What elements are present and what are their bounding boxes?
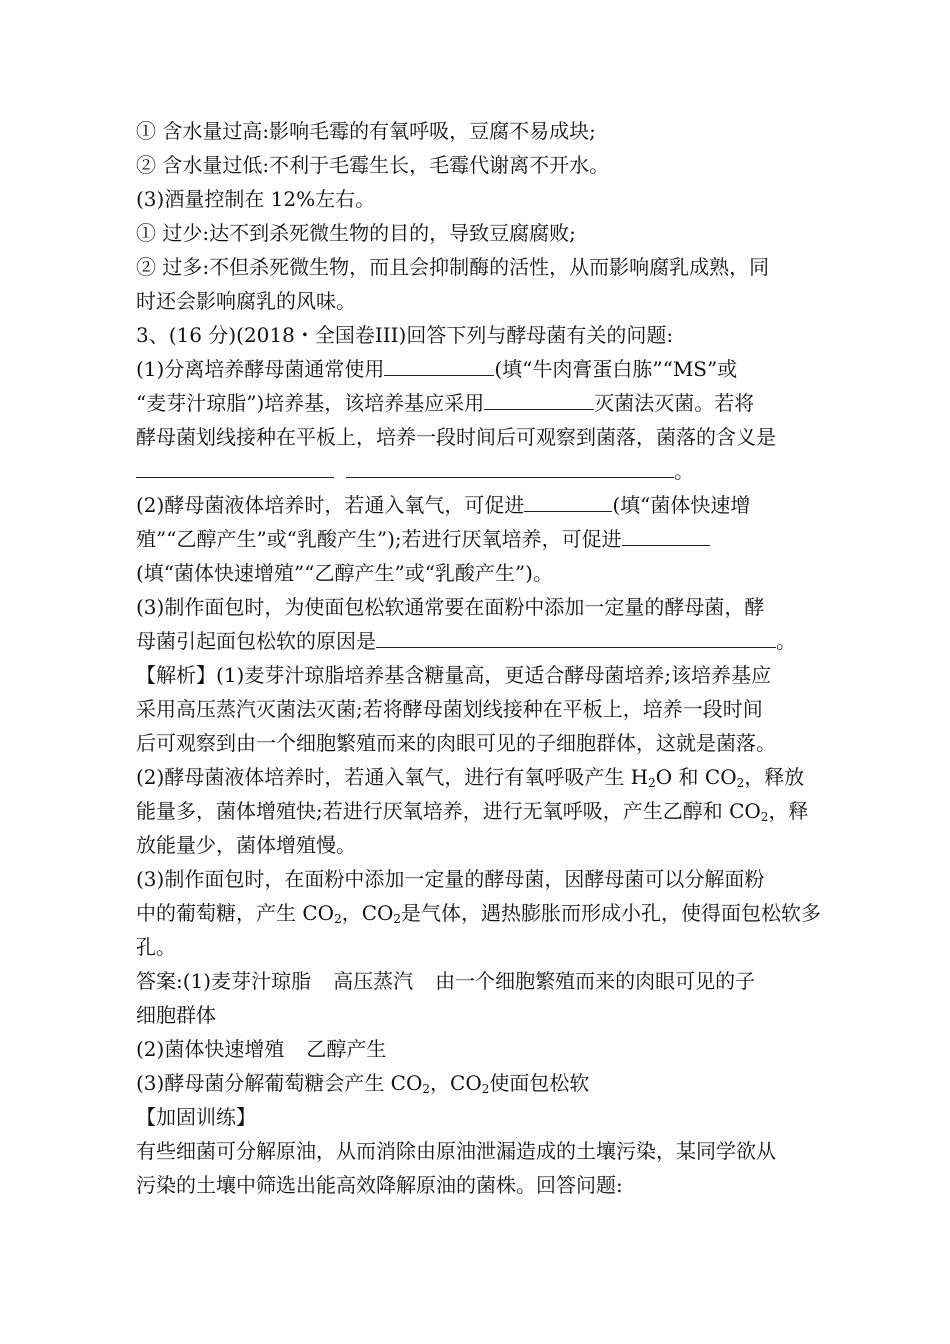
text-segment: (3)酵母菌分解葡萄糖会产生 CO [136, 1071, 423, 1095]
text-segment: (1)分离培养酵母菌通常使用 [136, 357, 385, 381]
analysis-line: 孔。 [136, 935, 176, 959]
text-line: ② 过多:不但杀死微生物，而且会抑制酶的活性，从而影响腐乳成熟，同 [136, 255, 770, 279]
text-segment: 是气体，遇热膨胀而形成小孔，使得面包松软多 [401, 901, 822, 925]
analysis-line: (3)制作面包时，在面粉中添加一定量的酵母菌，因酵母菌可以分解面粉 [136, 867, 765, 891]
text-segment: ，释放 [744, 765, 805, 789]
text-line: ① 过少:达不到杀死微生物的目的，导致豆腐腐败; [136, 221, 576, 245]
question-heading: 3、(16 分)(2018・全国卷III)回答下列与酵母菌有关的问题: [136, 323, 674, 347]
answer-blank[interactable] [524, 489, 612, 512]
text-segment: 中的葡萄糖，产生 CO [136, 901, 335, 925]
text-segment: (2)酵母菌液体培养时，若通入氧气，可促进 [136, 493, 525, 517]
subscript: 2 [334, 912, 342, 926]
text-segment: ，CO [341, 901, 394, 925]
text-segment: 能量多，菌体增殖快;若进行厌氧培养，进行无氧呼吸，产生乙醇和 CO [136, 799, 761, 823]
subscript: 2 [760, 810, 769, 824]
text-segment: (填“菌体快速增 [612, 493, 751, 517]
text-line [136, 488, 844, 522]
answer-blank[interactable] [376, 625, 776, 648]
text-line: ② 含水量过低:不利于毛霉生长，毛霉代谢离不开水。 [136, 153, 610, 177]
text-segment: 。 [776, 629, 796, 653]
text-line: (3)制作面包时，为使面包松软通常要在面粉中添加一定量的酵母菌，酵 [136, 595, 765, 619]
analysis-line: 后可观察到由一个细胞繁殖而来的肉眼可见的子细胞群体，这就是菌落。 [136, 731, 776, 755]
answer-line [136, 964, 844, 998]
section-heading: 【加固训练】 [136, 1105, 256, 1129]
answer-blank[interactable] [622, 523, 710, 546]
answer-line [136, 1066, 844, 1100]
text-segment: (填“牛肉膏蛋白胨”“MS”或 [494, 357, 738, 381]
text-line [136, 624, 844, 658]
answer-blank[interactable] [346, 455, 674, 478]
text-line [136, 352, 844, 386]
answer-line: 细胞群体 [136, 1003, 216, 1027]
text-line: ① 含水量过高:影响毛霉的有氧呼吸，豆腐不易成块; [136, 119, 596, 143]
text-segment: (2)菌体快速增殖 [136, 1037, 285, 1061]
text-segment: 灭菌法灭菌。若将 [594, 391, 755, 415]
text-line: (3)酒量控制在 12%左右。 [136, 187, 376, 211]
subscript: 2 [481, 1082, 490, 1096]
subscript: 2 [736, 776, 745, 790]
text-segment: ，释 [768, 799, 809, 823]
text-segment: 。 [674, 459, 694, 483]
answer-line [136, 1032, 844, 1066]
analysis-line: 放能量少，菌体增殖慢。 [136, 833, 356, 857]
text-segment: 母菌引起面包松软的原因是 [136, 629, 376, 653]
text-line: 污染的土壤中筛选出能高效降解原油的菌株。回答问题: [136, 1173, 623, 1197]
subscript: 2 [393, 912, 402, 926]
text-segment: O 和 CO [655, 765, 737, 789]
analysis-line: 【解析】(1)麦芽汁琼脂培养基含糖量高，更适合酵母菌培养;该培养基应 [136, 663, 772, 687]
text-line [136, 522, 844, 556]
subscript: 2 [648, 776, 656, 790]
analysis-line: 采用高压蒸汽灭菌法灭菌;若将酵母菌划线接种在平板上，培养一段时间 [136, 697, 763, 721]
text-line: (填“菌体快速增殖”“乙醇产生”或“乳酸产生”)。 [136, 561, 553, 585]
text-line [136, 454, 844, 488]
answer-blank[interactable] [484, 387, 594, 410]
text-line [136, 386, 844, 420]
analysis-line [136, 896, 844, 930]
text-segment: ，CO [430, 1071, 482, 1095]
text-line: 时还会影响腐乳的风味。 [136, 289, 356, 313]
text-segment: 殖”“乙醇产生”或“乳酸产生”);若进行厌氧培养，可促进 [136, 527, 622, 551]
text-segment: 由一个细胞繁殖而来的肉眼可见的子 [435, 969, 756, 993]
answer-blank[interactable] [136, 455, 334, 478]
text-segment: “麦芽汁琼脂”)培养基，该培养基应采用 [136, 391, 485, 415]
document-page [136, 114, 844, 1202]
text-line: 有些细菌可分解原油，从而消除由原油泄漏造成的土壤污染，某同学欲从 [136, 1139, 776, 1163]
text-segment: 使面包松软 [489, 1071, 590, 1095]
text-segment: 答案:(1)麦芽汁琼脂 [136, 969, 312, 993]
text-segment: 高压蒸汽 [333, 969, 414, 993]
text-segment: (2)酵母菌液体培养时，若通入氧气，进行有氧呼吸产生 H [136, 765, 649, 789]
text-segment: 乙醇产生 [306, 1037, 387, 1061]
analysis-line [136, 794, 844, 828]
text-line: 酵母菌划线接种在平板上，培养一段时间后可观察到菌落，菌落的含义是 [136, 425, 776, 449]
analysis-line [136, 760, 844, 794]
subscript: 2 [422, 1082, 431, 1096]
answer-blank[interactable] [384, 353, 494, 376]
